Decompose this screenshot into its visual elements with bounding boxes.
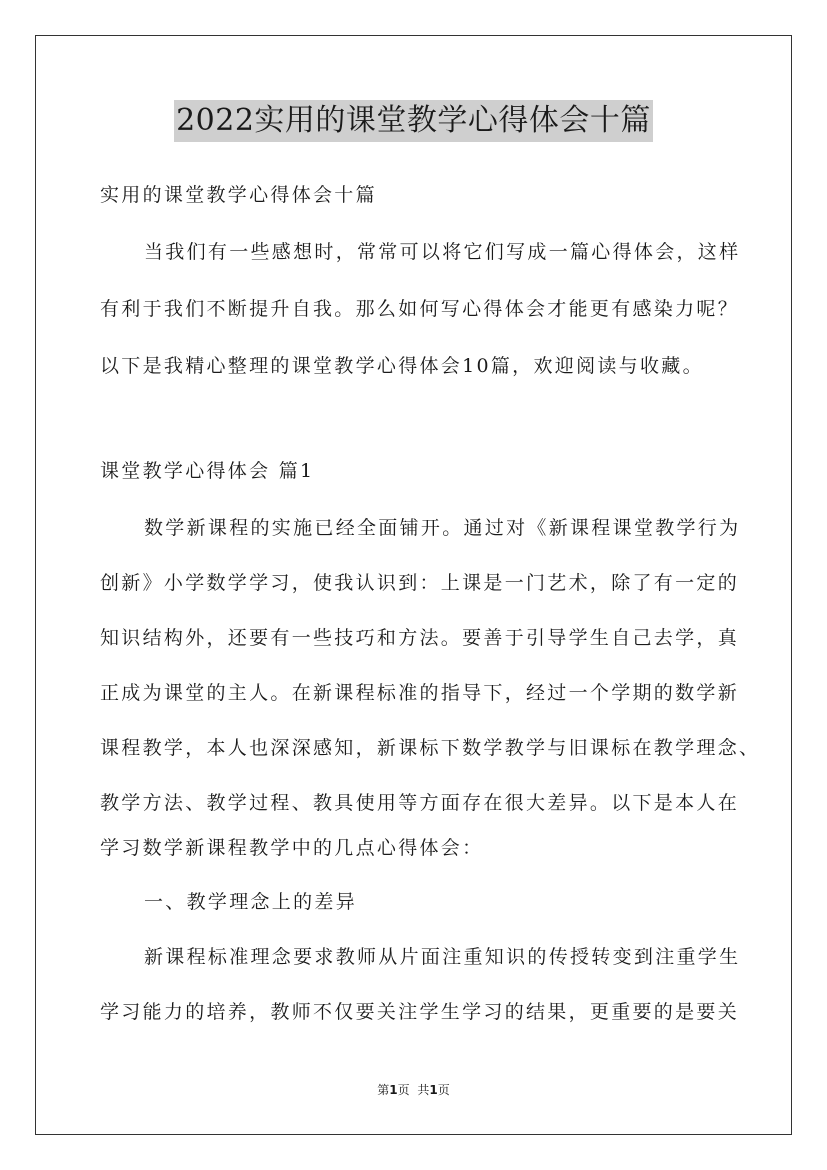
paragraph-line: 学习能力的培养，教师不仅要关注学生学习的结果，更重要的是要关	[100, 1001, 740, 1023]
page-footer	[0, 1082, 827, 1098]
paragraph-line: 创新》小学数学学习，使我认识到：上课是一门艺术，除了有一定的	[100, 572, 740, 594]
paragraph-line: 以下是我精心整理的课堂教学心得体会10篇，欢迎阅读与收藏。	[100, 355, 704, 377]
footer-total-suffix: 页	[437, 1083, 450, 1097]
footer-page-number: 1	[389, 1083, 398, 1097]
paragraph-line: 课程教学，本人也深深感知，新课标下数学教学与旧课标在教学理念、	[100, 737, 761, 759]
footer-page-prefix: 第	[377, 1083, 390, 1097]
subtitle-line: 实用的课堂教学心得体会十篇	[100, 184, 377, 206]
footer-total-pages: 1	[429, 1083, 438, 1097]
subsection-heading: 一、教学理念上的差异	[144, 891, 358, 913]
paragraph-line: 教学方法、教学过程、教具使用等方面存在很大差异。以下是本人在	[100, 792, 740, 814]
paragraph-line: 当我们有一些感想时，常常可以将它们写成一篇心得体会，这样	[144, 241, 741, 263]
footer-page-suffix: 页	[397, 1083, 410, 1097]
paragraph-line: 有利于我们不断提升自我。那么如何写心得体会才能更有感染力呢？	[100, 298, 740, 320]
document-title: 2022实用的课堂教学心得体会十篇	[174, 100, 653, 142]
paragraph-line: 数学新课程的实施已经全面铺开。通过对《新课程课堂教学行为	[144, 517, 741, 539]
paragraph-line: 知识结构外，还要有一些技巧和方法。要善于引导学生自己去学，真	[100, 627, 740, 649]
paragraph-line: 学习数学新课程教学中的几点心得体会：	[100, 837, 484, 859]
footer-total-prefix: 共	[417, 1083, 430, 1097]
title-container	[0, 100, 827, 142]
paragraph-line: 新课程标准理念要求教师从片面注重知识的传授转变到注重学生	[144, 946, 741, 968]
section-heading: 课堂教学心得体会 篇1	[100, 460, 315, 482]
paragraph-line: 正成为课堂的主人。在新课程标准的指导下，经过一个学期的数学新	[100, 682, 740, 704]
